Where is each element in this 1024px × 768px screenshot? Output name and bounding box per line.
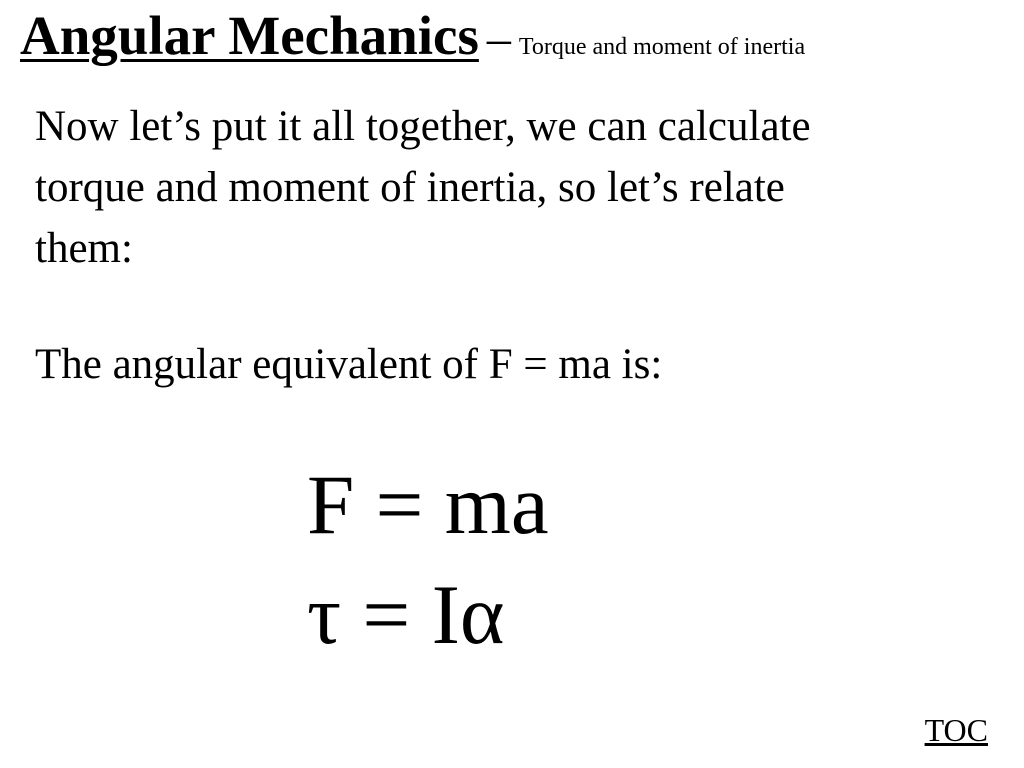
page-subtitle: Torque and moment of inertia: [518, 34, 806, 60]
equivalent-statement: The angular equivalent of F = ma is:: [35, 341, 663, 388]
page-title: Angular Mechanics: [20, 5, 479, 66]
equation-angular: τ = Iα: [307, 568, 505, 662]
equation-linear: F = ma: [307, 458, 549, 552]
title-dash: –: [486, 12, 511, 65]
intro-line-1: Now let’s put it all together, we can calculate: [35, 103, 811, 150]
intro-paragraph: [35, 96, 995, 279]
intro-line-3: them:: [35, 225, 133, 272]
title-row: [20, 4, 805, 67]
intro-line-2: torque and moment of inertia, so let’s relate: [35, 164, 785, 211]
toc-link[interactable]: TOC: [924, 712, 988, 748]
equation-block: [307, 450, 549, 670]
